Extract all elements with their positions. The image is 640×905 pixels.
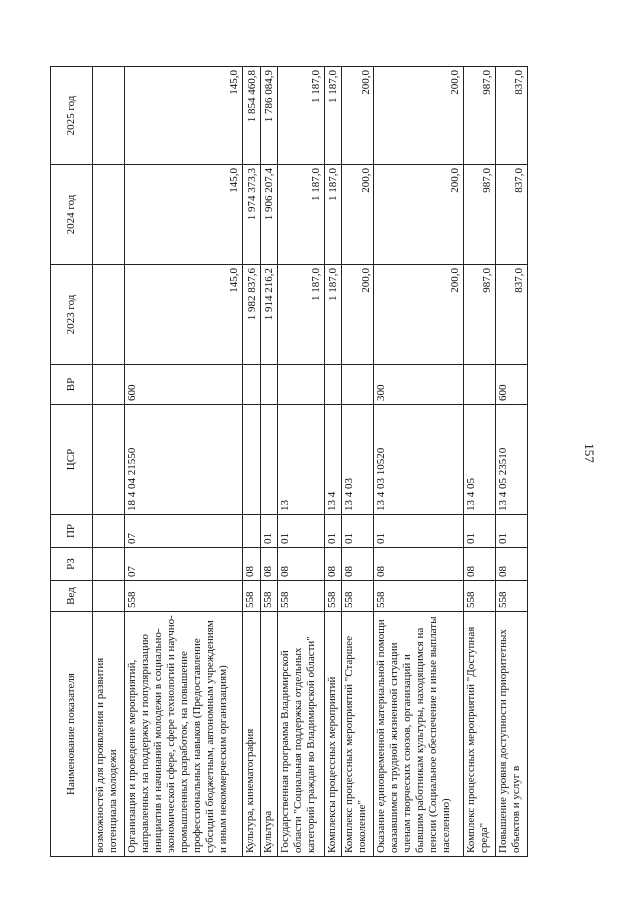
- cell-name: Культура, кинематография: [243, 612, 261, 857]
- cell-name: Государственная программа Владимирской области "Социальная поддержка отдельных категорий граждан во Владимирской области": [278, 612, 324, 857]
- cell-y2023: 1 187,0: [278, 265, 324, 365]
- cell-y2025: 1 187,0: [278, 67, 324, 165]
- cell-pr: [93, 515, 125, 548]
- cell-y2025: 987,0: [463, 67, 495, 165]
- cell-y2024: 200,0: [342, 165, 374, 265]
- header-ved: Вед: [51, 581, 93, 612]
- cell-pr: 07: [125, 515, 243, 548]
- cell-y2023: 200,0: [374, 265, 463, 365]
- cell-name: возможностей для проявления и развития потенциала молодежи: [93, 612, 125, 857]
- cell-y2025: 1 786 084,9: [260, 67, 278, 165]
- cell-csr: [93, 405, 125, 515]
- cell-vr: [342, 365, 374, 405]
- cell-rz: 08: [278, 548, 324, 581]
- cell-pr: 01: [495, 515, 527, 548]
- cell-csr: [243, 405, 261, 515]
- cell-y2025: 200,0: [342, 67, 374, 165]
- cell-y2025: [93, 67, 125, 165]
- cell-csr: 13 4: [324, 405, 342, 515]
- table-row: [324, 67, 342, 857]
- rotated-table-container: [50, 67, 528, 857]
- cell-vr: [260, 365, 278, 405]
- cell-vr: [93, 365, 125, 405]
- table-row: [463, 67, 495, 857]
- cell-rz: 08: [495, 548, 527, 581]
- cell-pr: 01: [463, 515, 495, 548]
- header-2024: 2024 год: [51, 165, 93, 265]
- cell-name: Оказание единовременной материальной помощи оказавшимся в трудной жизненной ситуации членам творческих союзов, организаций и бывшим работникам культуры, находящимся на пенсии (Социальное обеспечение и иные выплаты населению): [374, 612, 463, 857]
- header-pr: ПР: [51, 515, 93, 548]
- cell-y2024: 145,0: [125, 165, 243, 265]
- cell-rz: 08: [463, 548, 495, 581]
- cell-name: Повышение уровня доступности приоритетных объектов и услуг в: [495, 612, 527, 857]
- cell-y2025: 837,0: [495, 67, 527, 165]
- cell-y2024: 987,0: [463, 165, 495, 265]
- cell-y2024: 200,0: [374, 165, 463, 265]
- cell-y2023: 837,0: [495, 265, 527, 365]
- header-rz: РЗ: [51, 548, 93, 581]
- table-row: [374, 67, 463, 857]
- cell-pr: 01: [342, 515, 374, 548]
- cell-y2024: 1 187,0: [324, 165, 342, 265]
- cell-y2024: 837,0: [495, 165, 527, 265]
- header-row: [51, 67, 93, 857]
- cell-ved: 558: [278, 581, 324, 612]
- cell-ved: 558: [243, 581, 261, 612]
- cell-vr: 600: [495, 365, 527, 405]
- cell-name: Комплекс процессных мероприятий "Доступная среда": [463, 612, 495, 857]
- cell-vr: 600: [125, 365, 243, 405]
- cell-name: Культура: [260, 612, 278, 857]
- cell-ved: [93, 581, 125, 612]
- cell-pr: 01: [374, 515, 463, 548]
- cell-y2023: 1 982 837,6: [243, 265, 261, 365]
- cell-vr: [324, 365, 342, 405]
- cell-ved: 558: [260, 581, 278, 612]
- cell-csr: 18 4 04 21550: [125, 405, 243, 515]
- header-vr: ВР: [51, 365, 93, 405]
- cell-name: Комплексы процессных мероприятий: [324, 612, 342, 857]
- cell-ved: 558: [324, 581, 342, 612]
- page-number: 157: [582, 443, 597, 463]
- cell-csr: 13 4 03: [342, 405, 374, 515]
- cell-y2023: [93, 265, 125, 365]
- cell-csr: 13: [278, 405, 324, 515]
- table-row: [495, 67, 527, 857]
- header-csr: ЦСР: [51, 405, 93, 515]
- cell-vr: 300: [374, 365, 463, 405]
- cell-y2023: 145,0: [125, 265, 243, 365]
- cell-pr: 01: [324, 515, 342, 548]
- cell-ved: 558: [495, 581, 527, 612]
- table-row: [93, 67, 125, 857]
- header-2025: 2025 год: [51, 67, 93, 165]
- cell-rz: 08: [342, 548, 374, 581]
- cell-y2024: 1 906 207,4: [260, 165, 278, 265]
- cell-rz: 08: [324, 548, 342, 581]
- cell-ved: 558: [342, 581, 374, 612]
- cell-y2025: 1 187,0: [324, 67, 342, 165]
- cell-csr: [260, 405, 278, 515]
- cell-rz: 08: [260, 548, 278, 581]
- cell-vr: [243, 365, 261, 405]
- table-row: [243, 67, 261, 857]
- cell-csr: 13 4 05: [463, 405, 495, 515]
- cell-y2023: 200,0: [342, 265, 374, 365]
- cell-csr: 13 4 05 23510: [495, 405, 527, 515]
- cell-y2024: 1 974 373,3: [243, 165, 261, 265]
- cell-rz: 07: [125, 548, 243, 581]
- cell-vr: [463, 365, 495, 405]
- cell-y2024: [93, 165, 125, 265]
- cell-y2025: 200,0: [374, 67, 463, 165]
- cell-rz: [93, 548, 125, 581]
- cell-y2023: 987,0: [463, 265, 495, 365]
- cell-y2025: 145,0: [125, 67, 243, 165]
- cell-name: Организация и проведение мероприятий, направленных на поддержку и популяризацию инициатив и начинаний молодежи в социально-экономической сфере, сфере технологий и научно-промышленных разработок, на повышение профессиональных навыков (Предоставление субсидий бюджетным, автономным учреждениям и иным некоммерческим организациям): [125, 612, 243, 857]
- table-row: [260, 67, 278, 857]
- cell-name: Комплекс процессных мероприятий "Старшее поколение": [342, 612, 374, 857]
- cell-pr: 01: [278, 515, 324, 548]
- table-row: [342, 67, 374, 857]
- table-row: [278, 67, 324, 857]
- cell-pr: [243, 515, 261, 548]
- cell-csr: 13 4 03 10520: [374, 405, 463, 515]
- cell-ved: 558: [125, 581, 243, 612]
- cell-y2025: 1 854 460,8: [243, 67, 261, 165]
- table-row: [125, 67, 243, 857]
- cell-ved: 558: [374, 581, 463, 612]
- cell-y2024: 1 187,0: [278, 165, 324, 265]
- budget-table: [50, 66, 528, 857]
- cell-ved: 558: [463, 581, 495, 612]
- header-2023: 2023 год: [51, 265, 93, 365]
- cell-y2023: 1 187,0: [324, 265, 342, 365]
- cell-y2023: 1 914 216,2: [260, 265, 278, 365]
- cell-vr: [278, 365, 324, 405]
- header-name: Наименование показателя: [51, 612, 93, 857]
- cell-pr: 01: [260, 515, 278, 548]
- cell-rz: 08: [243, 548, 261, 581]
- cell-rz: 08: [374, 548, 463, 581]
